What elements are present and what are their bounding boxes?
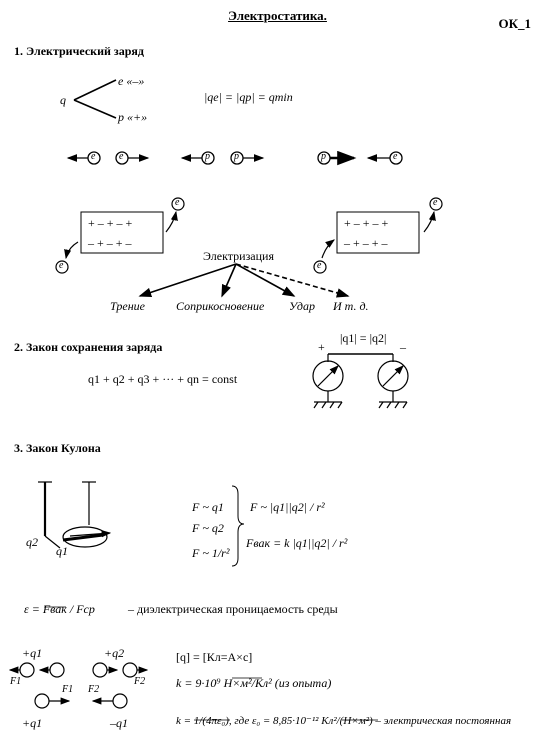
particle-e-5: e [59,260,64,271]
particle-p-2: p [234,151,239,162]
section-heading-charge: 1. Электрический заряд [14,44,144,58]
electrization-label: Электризация [203,249,274,263]
k-value: k = 9·10⁹ Н×м²/Кл² (из опыта) [176,676,332,690]
force-diagrams [10,663,147,708]
force-F1-label-b: F1 [62,684,74,695]
coulomb-pendulum [38,482,110,548]
plate-left-bottom-row: – + – + – [88,236,132,250]
particle-e-3: e [393,151,398,162]
equal-charges-label: |q1| = |q2| [340,331,387,345]
minus-sign: – [400,340,406,354]
particle-e-4: e [175,197,180,208]
particle-e-1: e [91,151,96,162]
charge-q: q [60,93,66,107]
particle-p-3: p [321,151,326,162]
k-expression: k = 1/(4πε₀), где ε₀ = 8,85·10⁻¹² Кл²/(Н×м²) – электрическая постоянная [176,715,512,727]
coulomb-law: Fвак = k |q1||q2| / r² [246,536,348,550]
conservation-spheres [313,354,408,408]
page-title: Электростатика. [228,8,327,23]
plate-right-bottom-row: – + – + – [344,236,388,250]
method-impact: Удар [289,299,315,313]
plus-sign: + [318,340,325,354]
section-heading-conservation: 2. Закон сохранения заряда [14,340,163,354]
pendulum-q1: q1 [56,544,68,558]
brace [232,486,244,566]
section-heading-coulomb: 3. Закон Кулона [14,441,101,455]
branch-line-proton [74,100,116,118]
force-F1-label: F1 [10,676,22,687]
pendulum-q2: q2 [26,535,38,549]
document-code: ОК_1 [498,16,531,31]
particle-p-1: p [205,151,210,162]
charge-pos-q1: +q1 [22,646,43,660]
plate-left-top-row: + – + – + [88,216,133,230]
proportion-q2: F ~ q2 [192,521,224,535]
proportion-q1: F ~ q1 [192,500,224,514]
branch-line-electron [74,80,116,100]
electron-label: e «–» [118,74,145,88]
particle-e-2: e [119,151,124,162]
proportion-r: F ~ 1/r² [192,546,230,560]
method-friction: Трение [110,299,145,313]
charge-neg-q1: –q1 [110,716,128,730]
conservation-formula: q1 + q2 + q3 + ··· + qn = const [88,372,238,386]
force-F2-label-b: F2 [134,676,146,687]
method-etc: И т. д. [333,299,369,313]
charge-unit: [q] = [Кл=А×с] [176,650,253,664]
charge-pos-q2: +q2 [104,646,125,660]
method-contact: Соприкосновение [176,299,265,313]
epsilon-formula: ε = Fвак / Fср [24,602,95,616]
epsilon-description: – диэлектрическая проницаемость среды [128,602,338,616]
particle-e-6: e [433,197,438,208]
charge-pos-q1-bottom: +q1 [22,716,43,730]
plate-right-top-row: + – + – + [344,216,389,230]
force-F2-label: F2 [88,684,100,695]
particle-e-7: e [317,260,322,271]
proton-label: p «+» [118,110,148,124]
force-proportion: F ~ |q1||q2| / r² [250,500,325,514]
charge-equality: |qe| = |qp| = qmin [204,90,293,104]
